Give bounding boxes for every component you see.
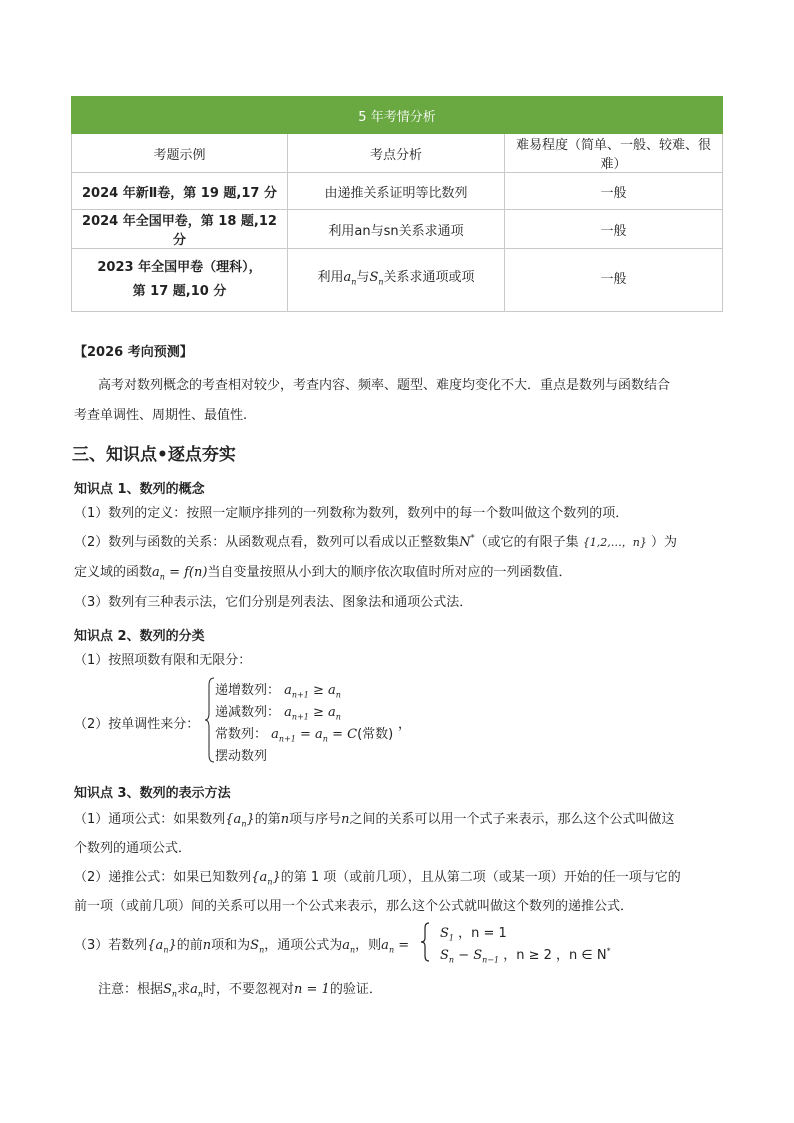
row-analysis: 由递推关系证明等比数列 — [288, 173, 505, 210]
kp1-l3b: 当自变量按照从小到大的顺序依次取值时所对应的一列函数值． — [207, 565, 572, 580]
forecast-heading: 【2026 考向预测】 — [74, 345, 193, 360]
analysis-mid: 与 — [356, 269, 370, 285]
math-constant: $a_{n+1} = a_n = C$ — [271, 727, 358, 744]
note-a: 注意：根据 — [98, 982, 164, 997]
analysis-pre: 利用 — [317, 269, 344, 285]
piecewise-brace — [420, 922, 430, 962]
row-example — [72, 249, 288, 312]
math-N-star: N* — [459, 533, 475, 550]
case2-cond: ，n ≥ 2 ，n ∈ N — [503, 948, 607, 963]
math-seq-an: $\{a_n\}$ — [225, 812, 255, 829]
kp3-line3 — [74, 866, 681, 887]
row-analysis — [288, 249, 505, 312]
case-label: 常数列： — [215, 727, 268, 742]
table-header-row — [72, 134, 723, 173]
case-label: 递减数列： — [215, 705, 281, 720]
math-finite-set: {1,2,…，n} — [582, 536, 647, 549]
kp1-line1: （1）数列的定义：按照一定顺序排列的一列数称为数列，数列中的每一个数叫做这个数列的项． — [74, 506, 629, 521]
case-label: 递增数列： — [215, 683, 281, 698]
piecewise-case2: $S_n - S_{n-1}$ ，n ≥ 2 ，n ∈ N* — [440, 946, 611, 965]
kp2-line2: （2）按单调性来分： — [74, 717, 200, 732]
note-d: 的验证． — [329, 982, 382, 997]
kp1-line3 — [74, 561, 571, 582]
math-S1: $S_1$ — [440, 926, 454, 943]
kp2-tail: ， — [398, 717, 412, 732]
math-an: $a_n$ — [343, 269, 357, 287]
kp3-l5a: （3）若数列 — [74, 938, 148, 953]
math-an: $a_n$ — [190, 982, 204, 999]
table-row — [72, 173, 723, 210]
math-increasing: $a_{n+1} \ge a_n$ — [284, 683, 341, 700]
kp3-l1b: 的第 — [254, 812, 281, 827]
row-difficulty: 一般 — [505, 249, 723, 312]
row-example: 2024 年全国甲卷，第 18 题,12 分 — [72, 210, 288, 249]
left-brace — [205, 677, 215, 763]
row-difficulty: 一般 — [505, 173, 723, 210]
kp3-l5c: 项和为 — [211, 938, 251, 953]
const-note: (常数) — [357, 727, 394, 742]
table-title: 5 年考情分析 — [72, 97, 723, 134]
row-example: 2024 年新Ⅱ卷，第 19 题,17 分 — [72, 173, 288, 210]
math-decreasing: $a_{n+1} \ge a_n$ — [284, 705, 341, 722]
math-an-eq: $a_n$ = — [381, 938, 410, 955]
case-oscillating: 摆动数列 — [215, 749, 268, 764]
forecast-line2: 考查单调性、周期性、最值性. — [74, 408, 248, 423]
row-difficulty: 一般 — [505, 210, 723, 249]
section-title: 三、知识点•逐点夯实 — [72, 445, 236, 465]
kp3-note — [98, 978, 382, 999]
math-sn: $S_n$ — [250, 938, 265, 955]
kp1-l3a: 定义域的函数 — [74, 565, 153, 580]
case-decreasing — [215, 701, 341, 722]
row-analysis: 利用an与sn关系求通项 — [288, 210, 505, 249]
piecewise-case1 — [440, 922, 507, 943]
kp1-line2 — [74, 531, 677, 550]
math-Sn-minus: $S_n - S_{n-1}$ — [440, 948, 500, 965]
kp1-l2c: ）为 — [651, 535, 678, 550]
kp3-l5d: ，通项公式为 — [264, 938, 343, 953]
kp1-line4: （3）数列有三种表示法，它们分别是列表法、图象法和通项公式法． — [74, 595, 473, 610]
table-row — [72, 210, 723, 249]
analysis-post: 关系求通项或项 — [383, 269, 475, 285]
kp3-l1a: （1）通项公式：如果数列 — [74, 812, 226, 827]
math-seq-an: $\{a_n\}$ — [147, 938, 177, 955]
kp3-l5e: ，则 — [355, 938, 382, 953]
kp3-l1d: 之间的关系可以用一个式子来表示，那么这个公式叫做这 — [349, 812, 675, 827]
kp3-line1 — [74, 808, 675, 829]
kp3-line5 — [74, 934, 409, 955]
forecast-line1: 高考对数列概念的考查相对较少，考查内容、频率、题型、难度均变化不大．重点是数列与函数结合 — [98, 378, 671, 393]
note-b: 求 — [177, 982, 191, 997]
kp1-title: 知识点 1、数列的概念 — [74, 482, 205, 497]
row-example-line1: 2023 年全国甲卷（理科）， — [97, 260, 262, 275]
case1-cond: ，n = 1 — [458, 926, 507, 941]
kp1-l2b: （或它的有限子集 — [474, 535, 579, 550]
case-constant — [215, 723, 393, 744]
kp3-l3b: 的第 1 项（或前几项），且从第二项（或某一项）开始的任一项与它的 — [280, 870, 681, 885]
case-increasing — [215, 679, 341, 700]
table-row — [72, 249, 723, 312]
exam-analysis-table — [71, 96, 723, 312]
header-example: 考题示例 — [72, 134, 288, 173]
math-sn: $S_n$ — [369, 269, 384, 287]
row-example-line2: 第 17 题,10 分 — [132, 284, 227, 299]
kp3-title: 知识点 3、数列的表示方法 — [74, 786, 231, 801]
kp2-title: 知识点 2、数列的分类 — [74, 629, 205, 644]
kp2-line1: （1）按照项数有限和无限分： — [74, 653, 252, 668]
math-n: n — [341, 812, 350, 827]
kp3-l3a: （2）递推公式：如果已知数列 — [74, 870, 252, 885]
kp3-l5b: 的前 — [176, 938, 203, 953]
kp1-l2a: （2）数列与函数的关系：从函数观点看，数列可以看成以正整数集 — [74, 535, 460, 550]
math-n: n — [202, 938, 212, 953]
note-c: 时，不要忽视对 — [203, 982, 295, 997]
header-difficulty: 难易程度（简单、一般、较难、很难） — [505, 134, 723, 173]
kp3-line2: 个数列的通项公式． — [74, 841, 192, 856]
math-sn: $S_n$ — [163, 982, 178, 999]
math-seq-an: $\{a_n\}$ — [251, 870, 281, 887]
math-an: $a_n$ — [342, 938, 356, 955]
kp3-l1c: 项与序号 — [289, 812, 342, 827]
kp3-line4: 前一项（或前几项）间的关系可以用一个公式来表示，那么这个公式就叫做这个数列的递推公式． — [74, 899, 634, 914]
header-analysis: 考点分析 — [288, 134, 505, 173]
math-n-eq-1: n = 1 — [294, 982, 330, 997]
math-an-eq-fn: $a_n = f(n)$ — [152, 565, 208, 582]
math-n: n — [280, 812, 290, 827]
